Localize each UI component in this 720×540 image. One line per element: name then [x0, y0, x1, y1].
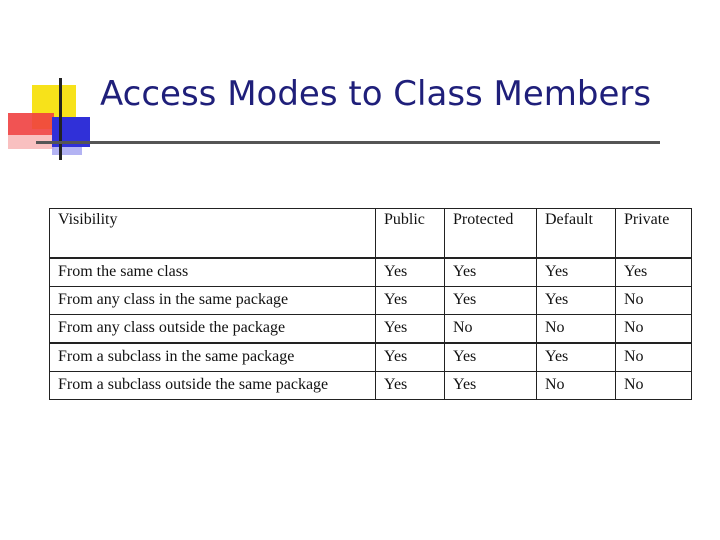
- row-label: From a subclass outside the same package: [50, 372, 376, 400]
- table-row: [50, 372, 692, 400]
- cell-public: Yes: [376, 343, 445, 372]
- cell-private: Yes: [616, 258, 692, 287]
- cell-private: No: [616, 343, 692, 372]
- cell-protected: Yes: [445, 258, 537, 287]
- table-header-row: [50, 209, 692, 259]
- cell-default: Yes: [537, 343, 616, 372]
- table-row: [50, 258, 692, 287]
- access-modes-table: [49, 208, 692, 400]
- cell-public: Yes: [376, 315, 445, 344]
- cell-public: Yes: [376, 372, 445, 400]
- cell-protected: No: [445, 315, 537, 344]
- logo-red-block: [8, 113, 54, 135]
- cell-default: Yes: [537, 258, 616, 287]
- table-row: [50, 315, 692, 344]
- cell-default: No: [537, 315, 616, 344]
- slide-title: Access Modes to Class Members: [100, 74, 652, 114]
- cell-default: Yes: [537, 287, 616, 315]
- cell-private: No: [616, 287, 692, 315]
- header-public: Public: [376, 209, 445, 259]
- table-row: [50, 343, 692, 372]
- access-table-container: [49, 208, 691, 400]
- cell-public: Yes: [376, 287, 445, 315]
- cell-private: No: [616, 372, 692, 400]
- cell-public: Yes: [376, 258, 445, 287]
- row-label: From any class outside the package: [50, 315, 376, 344]
- cell-protected: Yes: [445, 372, 537, 400]
- header-default: Default: [537, 209, 616, 259]
- header-visibility: Visibility: [50, 209, 376, 259]
- slide-logo-icon: [0, 0, 100, 170]
- cell-private: No: [616, 315, 692, 344]
- row-label: From a subclass in the same package: [50, 343, 376, 372]
- logo-vertical-line: [59, 78, 62, 160]
- row-label: From any class in the same package: [50, 287, 376, 315]
- header-private: Private: [616, 209, 692, 259]
- table-row: [50, 287, 692, 315]
- cell-protected: Yes: [445, 287, 537, 315]
- row-label: From the same class: [50, 258, 376, 287]
- header-protected: Protected: [445, 209, 537, 259]
- title-divider: [36, 141, 660, 144]
- logo-blue-fade: [52, 147, 82, 155]
- cell-protected: Yes: [445, 343, 537, 372]
- cell-default: No: [537, 372, 616, 400]
